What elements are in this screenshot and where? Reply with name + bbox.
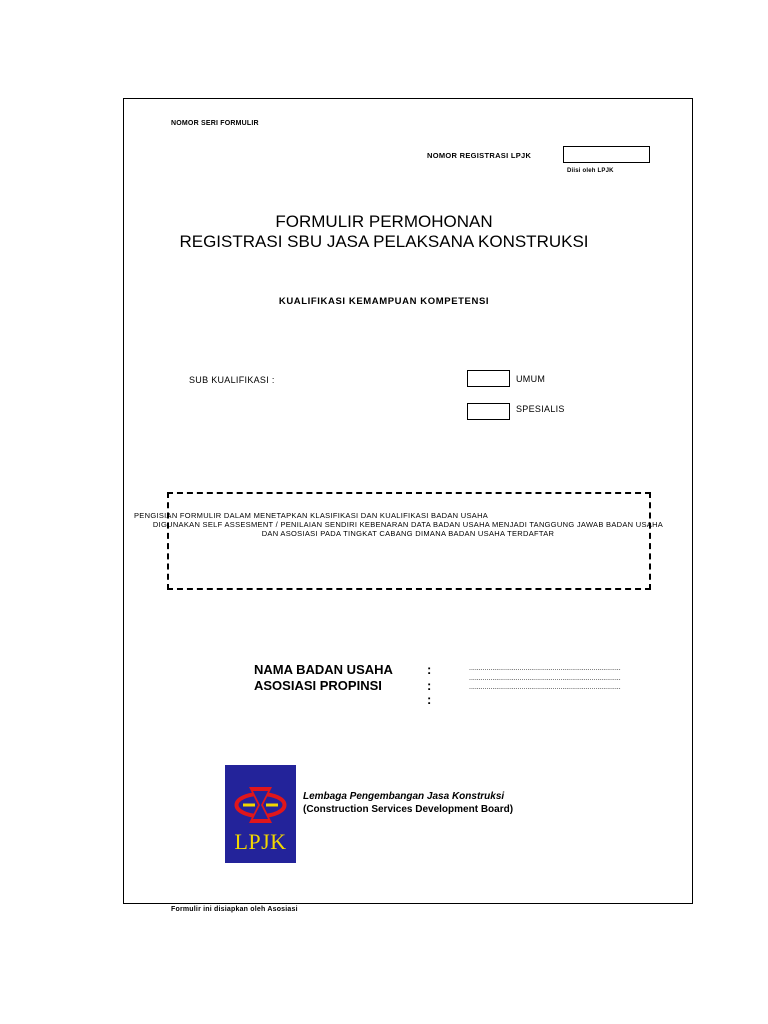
org-name-english: (Construction Services Development Board)	[303, 804, 514, 815]
lpjk-logo	[225, 765, 296, 863]
notice-line2: DIGUNAKAN SELF ASSESMENT / PENILAIAN SENDIRI KEBENARAN DATA BADAN USAHA MENJADI TANGGUNG JAWAB BADAN USAHA	[152, 520, 664, 529]
nama-badan-usaha-field[interactable]: ..............................................................................	[469, 665, 621, 672]
nama-badan-usaha-label: NAMA BADAN USAHA	[254, 662, 393, 677]
logo-text: LPJK	[234, 829, 287, 854]
form-title-line2: REGISTRASI SBU JASA PELAKSANA KONSTRUKSI	[179, 232, 589, 251]
footer-note: Formulir ini disiapkan oleh Asosiasi	[171, 906, 298, 913]
org-name: Lembaga Pengembangan Jasa Konstruksi	[303, 791, 505, 802]
registration-note: Diisi oleh LPJK	[567, 168, 614, 174]
notice-line1: PENGISIAN FORMULIR DALAM MENETAPKAN KLASIFIKASI DAN KUALIFIKASI BADAN USAHA	[134, 511, 489, 520]
asosiasi-propinsi-label: ASOSIASI PROPINSI	[254, 678, 382, 693]
asosiasi-propinsi-field[interactable]: ..............................................................................	[469, 675, 621, 682]
notice-box	[167, 492, 651, 590]
colon-3: :	[427, 692, 432, 707]
extra-field[interactable]: ..............................................................................	[469, 684, 621, 691]
form-title-line1: FORMULIR PERMOHONAN	[275, 212, 493, 231]
spesialis-checkbox[interactable]	[467, 403, 510, 420]
registration-number-label: NOMOR REGISTRASI LPJK	[427, 151, 532, 160]
umum-checkbox[interactable]	[467, 370, 510, 387]
notice-line3: DAN ASOSIASI PADA TINGKAT CABANG DIMANA BADAN USAHA TERDAFTAR	[261, 529, 555, 538]
registration-number-field[interactable]	[563, 146, 650, 163]
colon-1: :	[427, 662, 432, 677]
spesialis-label: SPESIALIS	[516, 404, 565, 414]
colon-2: :	[427, 678, 432, 693]
umum-label: UMUM	[516, 374, 546, 384]
serial-number-label: NOMOR SERI FORMULIR	[171, 120, 259, 127]
form-subtitle: KUALIFIKASI KEMAMPUAN KOMPETENSI	[278, 296, 490, 307]
sub-kualifikasi-label: SUB KUALIFIKASI :	[189, 375, 275, 385]
